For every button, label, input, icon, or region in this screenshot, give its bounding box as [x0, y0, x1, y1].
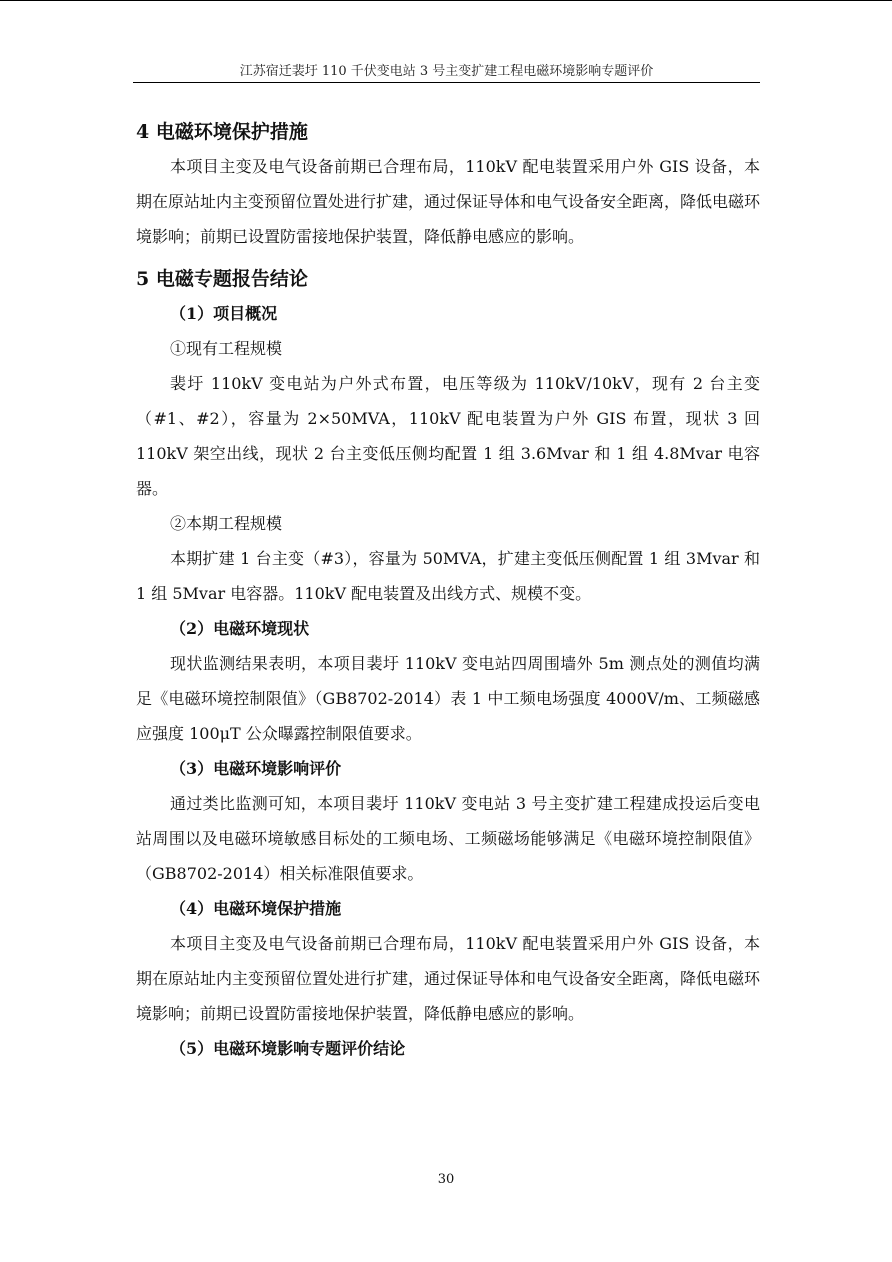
current-scale-paragraph: 本期扩建 1 台主变（#3），容量为 50MVA，扩建主变低压侧配置 1 组 3Mvar 和 1 组 5Mvar 电容器。110kV 配电装置及出线方式、规模不变。: [136, 549, 760, 603]
section-4-paragraph: 本项目主变及电气设备前期已合理布局，110kV 配电装置采用户外 GIS 设备，本期在原站址内主变预留位置处进行扩建，通过保证导体和电气设备安全距离，降低电磁环境影响；前期已设置防雷接地保护装置，降低静电感应的影响。: [136, 157, 761, 246]
subsection-2-paragraph: 现状监测结果表明，本项目裴圩 110kV 变电站四周围墙外 5m 测点处的测值均满足《电磁环境控制限值》（GB8702-2014）表 1 中工频电场强度 4000V/m、工频磁感应强度 100μT 公众曝露控制限值要求。: [136, 654, 760, 743]
subsection-3-title: （3）电磁环境影响评价: [170, 759, 342, 778]
subsection-4-title: （4）电磁环境保护措施: [170, 899, 342, 918]
subsection-5-title: （5）电磁环境影响专题评价结论: [170, 1039, 406, 1058]
subsection-1-title: （1）项目概况: [170, 304, 278, 323]
current-scale-label: ②本期工程规模: [170, 514, 283, 533]
running-header: 江苏宿迁裴圩 110 千伏变电站 3 号主变扩建工程电磁环境影响专题评价: [239, 64, 654, 79]
subsection-4-paragraph: 本项目主变及电气设备前期已合理布局，110kV 配电装置采用户外 GIS 设备，本期在原站址内主变预留位置处进行扩建，通过保证导体和电气设备安全距离，降低电磁环境影响；前期已设置防雷接地保护装置，降低静电感应的影响。: [136, 934, 761, 1023]
section-5-heading: 5 电磁专题报告结论: [136, 268, 308, 290]
page-body: [136, 115, 760, 1066]
existing-scale-paragraph: 裴圩 110kV 变电站为户外式布置，电压等级为 110kV/10kV，现有 2 台主变（#1、#2），容量为 2×50MVA，110kV 配电装置为户外 GIS 布置，现状 3 回 110kV 架空出线，现状 2 台主变低压侧均配置 1 组 3.6Mvar 和 1 组 4.8Mvar 电容器。: [136, 374, 760, 498]
top-border-line: [0, 0, 892, 1]
page-number: 30: [437, 1172, 455, 1187]
existing-scale-label: ①现有工程规模: [170, 339, 283, 358]
subsection-3-paragraph: 通过类比监测可知，本项目裴圩 110kV 变电站 3 号主变扩建工程建成投运后变电站周围以及电磁环境敏感目标处的工频电场、工频磁场能够满足《电磁环境控制限值》（GB8702-2014）相关标准限值要求。: [136, 794, 760, 883]
section-4-heading: 4 电磁环境保护措施: [136, 121, 308, 143]
subsection-2-title: （2）电磁环境现状: [170, 619, 310, 638]
header-rule: [133, 82, 760, 83]
